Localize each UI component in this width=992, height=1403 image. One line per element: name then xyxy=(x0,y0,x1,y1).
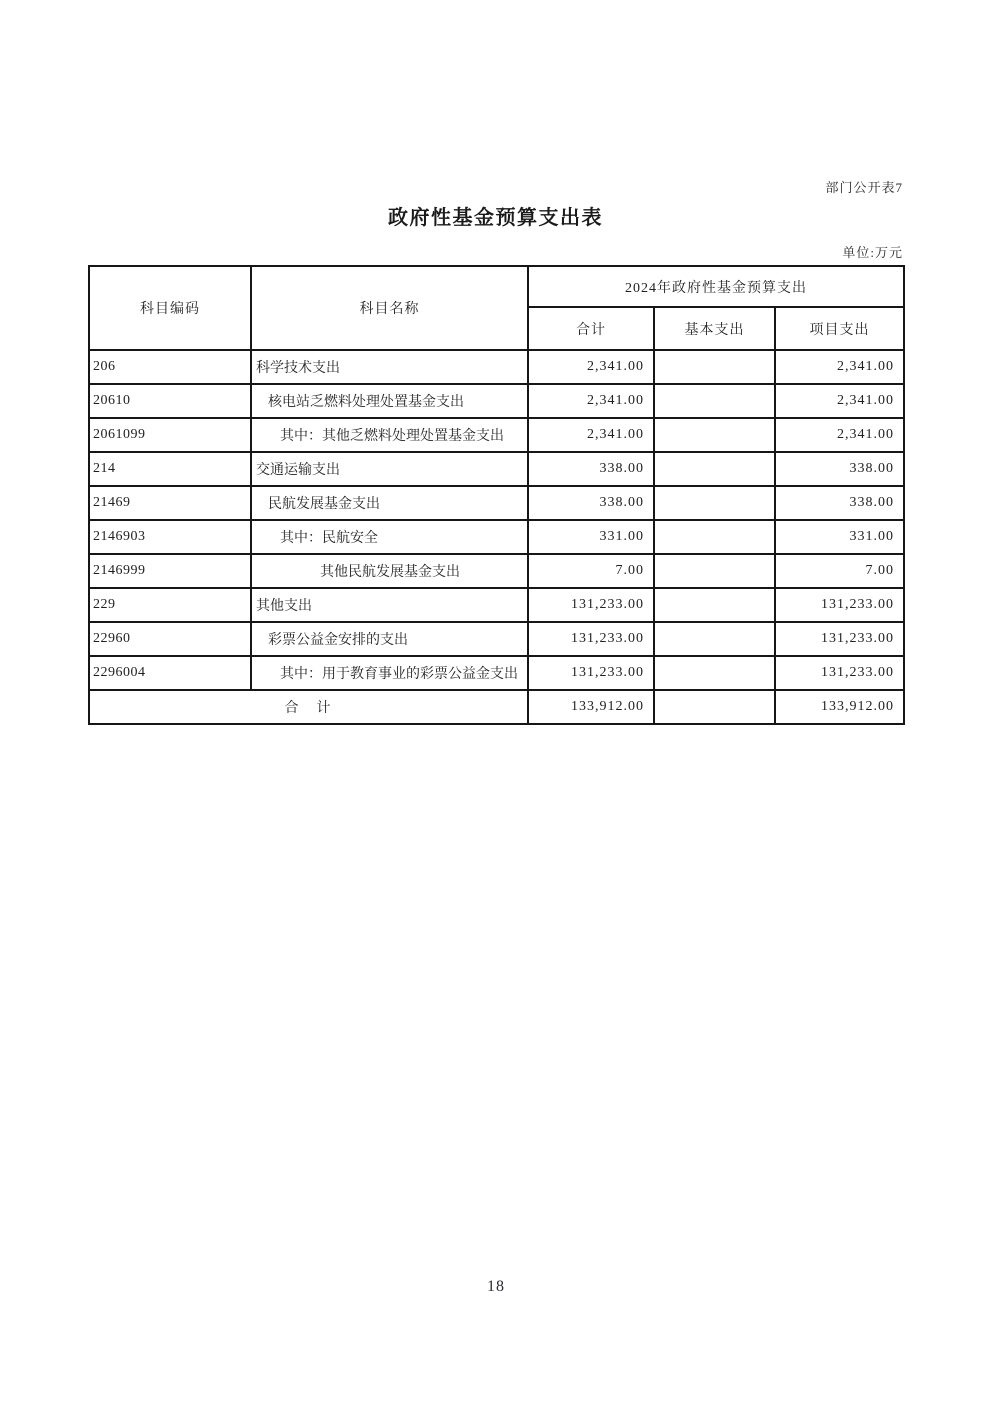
total-cell: 338.00 xyxy=(528,452,654,486)
header-project: 项目支出 xyxy=(775,307,904,350)
basic-cell xyxy=(654,554,775,588)
project-cell: 131,233.00 xyxy=(775,622,904,656)
grand-total-row xyxy=(89,690,904,724)
unit-note: 单位:万元 xyxy=(842,245,903,260)
basic-cell xyxy=(654,350,775,384)
subject-name-cell: 其中：其他乏燃料处理处置基金支出 xyxy=(251,418,528,452)
header-subject-code: 科目编码 xyxy=(89,266,251,350)
header-basic: 基本支出 xyxy=(654,307,775,350)
project-cell: 2,341.00 xyxy=(775,350,904,384)
total-cell: 2,341.00 xyxy=(528,418,654,452)
basic-cell xyxy=(654,520,775,554)
basic-cell xyxy=(654,418,775,452)
subject-name-cell: 彩票公益金安排的支出 xyxy=(251,622,528,656)
basic-cell xyxy=(654,452,775,486)
doc-label: 部门公开表7 xyxy=(825,180,903,195)
subject-name-cell: 其他支出 xyxy=(251,588,528,622)
total-cell: 2,341.00 xyxy=(528,384,654,418)
subject-name-cell: 其他民航发展基金支出 xyxy=(251,554,528,588)
basic-cell xyxy=(654,486,775,520)
subject-name-cell: 交通运输支出 xyxy=(251,452,528,486)
page-title: 政府性基金预算支出表 xyxy=(388,207,603,229)
project-cell: 338.00 xyxy=(775,486,904,520)
project-cell: 2,341.00 xyxy=(775,418,904,452)
grand-total-basic-cell xyxy=(654,690,775,724)
subject-name-cell: 其中：用于教育事业的彩票公益金支出 xyxy=(251,656,528,690)
total-cell: 2,341.00 xyxy=(528,350,654,384)
subject-code-cell: 22960 xyxy=(89,622,251,656)
table-row xyxy=(89,554,904,588)
grand-total-label: 合 计 xyxy=(89,690,528,724)
project-cell: 338.00 xyxy=(775,452,904,486)
basic-cell xyxy=(654,588,775,622)
budget-table xyxy=(88,265,905,725)
subject-code-cell: 229 xyxy=(89,588,251,622)
table-row xyxy=(89,350,904,384)
basic-cell xyxy=(654,622,775,656)
table-row xyxy=(89,656,904,690)
table-row xyxy=(89,452,904,486)
header-row-group xyxy=(89,266,904,307)
subject-code-cell: 2296004 xyxy=(89,656,251,690)
total-cell: 131,233.00 xyxy=(528,622,654,656)
project-cell: 331.00 xyxy=(775,520,904,554)
project-cell: 7.00 xyxy=(775,554,904,588)
subject-name-cell: 科学技术支出 xyxy=(251,350,528,384)
table-row xyxy=(89,486,904,520)
grand-total-total-cell: 133,912.00 xyxy=(528,690,654,724)
subject-code-cell: 214 xyxy=(89,452,251,486)
header-total: 合计 xyxy=(528,307,654,350)
subject-name-cell: 核电站乏燃料处理处置基金支出 xyxy=(251,384,528,418)
subject-code-cell: 2146999 xyxy=(89,554,251,588)
project-cell: 131,233.00 xyxy=(775,588,904,622)
subject-code-cell: 206 xyxy=(89,350,251,384)
header-budget-group: 2024年政府性基金预算支出 xyxy=(528,266,904,307)
subject-name-cell: 其中：民航安全 xyxy=(251,520,528,554)
subject-code-cell: 2061099 xyxy=(89,418,251,452)
project-cell: 131,233.00 xyxy=(775,656,904,690)
header-subject-name: 科目名称 xyxy=(251,266,528,350)
basic-cell xyxy=(654,384,775,418)
table-row xyxy=(89,622,904,656)
total-cell: 131,233.00 xyxy=(528,588,654,622)
basic-cell xyxy=(654,656,775,690)
total-cell: 131,233.00 xyxy=(528,656,654,690)
table-row xyxy=(89,384,904,418)
table-row xyxy=(89,418,904,452)
grand-total-project-cell: 133,912.00 xyxy=(775,690,904,724)
total-cell: 7.00 xyxy=(528,554,654,588)
subject-code-cell: 20610 xyxy=(89,384,251,418)
total-cell: 338.00 xyxy=(528,486,654,520)
project-cell: 2,341.00 xyxy=(775,384,904,418)
subject-code-cell: 21469 xyxy=(89,486,251,520)
table-row xyxy=(89,520,904,554)
total-cell: 331.00 xyxy=(528,520,654,554)
table-row xyxy=(89,588,904,622)
subject-code-cell: 2146903 xyxy=(89,520,251,554)
page-number: 18 xyxy=(487,1278,505,1295)
subject-name-cell: 民航发展基金支出 xyxy=(251,486,528,520)
